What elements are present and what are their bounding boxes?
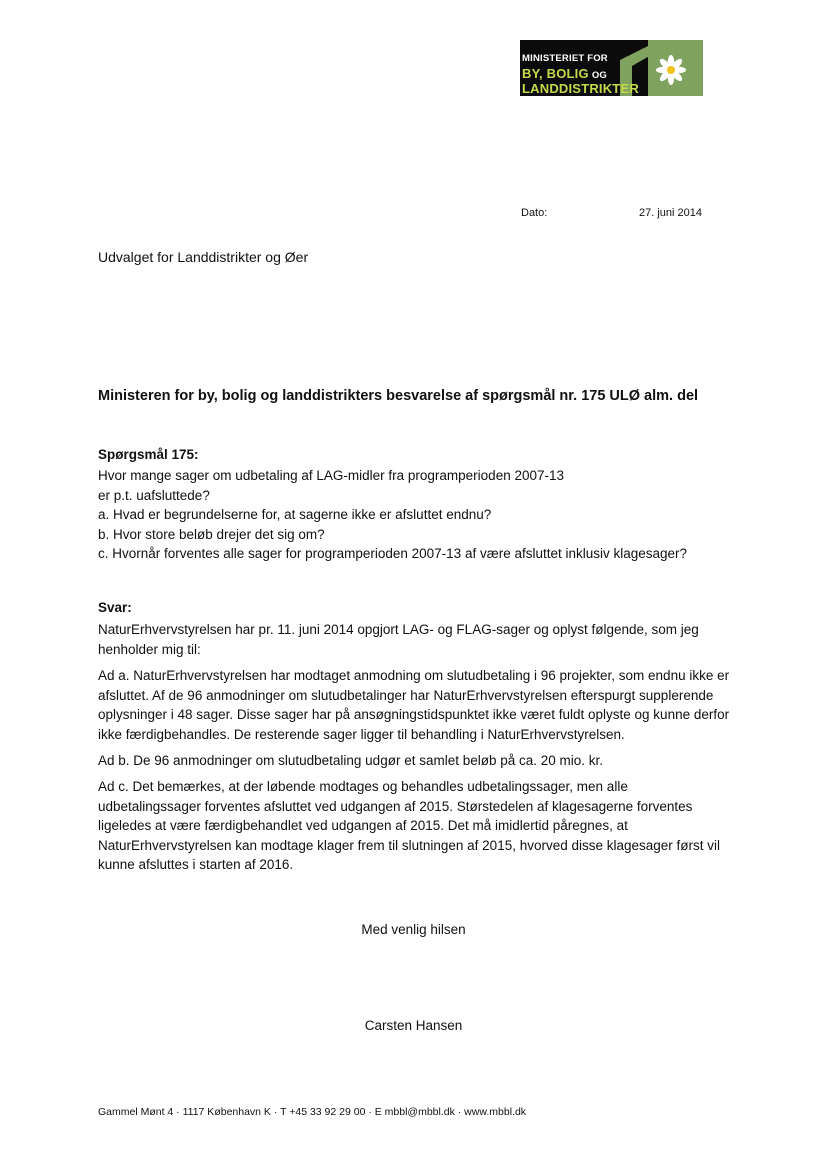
question-line: er p.t. uafsluttede? [98,487,210,503]
answer-intro: NaturErhvervstyrelsen har pr. 11. juni 2014 opgjort LAG- og FLAG-sager og oplyst følgende, som jeg henholder mig til: [98,622,699,657]
closing-greeting: Med venlig hilsen [361,922,466,937]
question-line: c. Hvornår forventes alle sager for programperioden 2007-13 af være afsluttet inklusiv klagesager? [98,546,688,561]
answer-part-c: Ad c. Det bemærkes, at der løbende modtages og behandles udbetalingssager, men alle udbetalingssager forventes afsluttet ved udgangen af 2015. Størstedelen af klagesagerne forventes ligeledes at være færdigbehandlet ved udgangen af 2015. Det må imidlertid påregnes, at NaturErhvervstyrelsen kan modtage klager frem til slutningen af 2015, hvorved disse klagesager først vil kunne afsluttes i starten af 2016. [98,779,721,872]
ministry-logo [520,40,703,96]
footer-contact: Gammel Mønt 4 · 1117 København K · T +45 33 92 29 00 · E mbbl@mbbl.dk · www.mbbl.dk [98,1106,527,1118]
question-body [98,466,738,564]
question-line: Hvor mange sager om udbetaling af LAG-midler fra programperioden 2007-13 [98,468,565,483]
question-line: a. Hvad er begrundelserne for, at sagerne ikke er afsluttet endnu? [98,507,492,522]
answer-part-b: Ad b. De 96 anmodninger om slutudbetaling udgør et samlet beløb på ca. 20 mio. kr. [98,753,604,768]
answer-part-a: Ad a. NaturErhvervstyrelsen har modtaget anmodning om slutudbetaling i 96 projekter, som endnu ikke er afsluttet. Af de 96 anmodninger om slutudbetalinger har NaturErhvervstyrelsen efterspurgt supplerende oplysninger i 48 sager. Disse sager har på ansøgningstidspunktet ikke været fuldt oplyste og kunne derfor ikke færdigbehandles. De resterende sager ligger til behandling i NaturErhvervstyrelsen. [98,668,730,742]
answer-heading: Svar: [98,600,132,615]
logo-text-by-bolig: BY, BOLIG [522,66,589,81]
daisy-flower-icon [651,50,691,90]
signature-name: Carsten Hansen [364,1018,463,1033]
recipient: Udvalget for Landdistrikter og Øer [98,249,309,265]
question-line: b. Hvor store beløb drejer det sig om? [98,526,325,542]
question-heading: Spørgsmål 175: [98,447,199,462]
document-title: Ministeren for by, bolig og landdistrikters besvarelse af spørgsmål nr. 175 ULØ alm. del [98,388,699,404]
date-value: 27. juni 2014 [639,207,702,219]
date-label: Dato: [521,207,548,219]
logo-text-line3: LANDDISTRIKTER [522,81,639,96]
logo-text-line1: MINISTERIET FOR [522,53,608,64]
logo-text-og: OG [591,70,607,81]
logo-text-line2 [522,66,607,81]
